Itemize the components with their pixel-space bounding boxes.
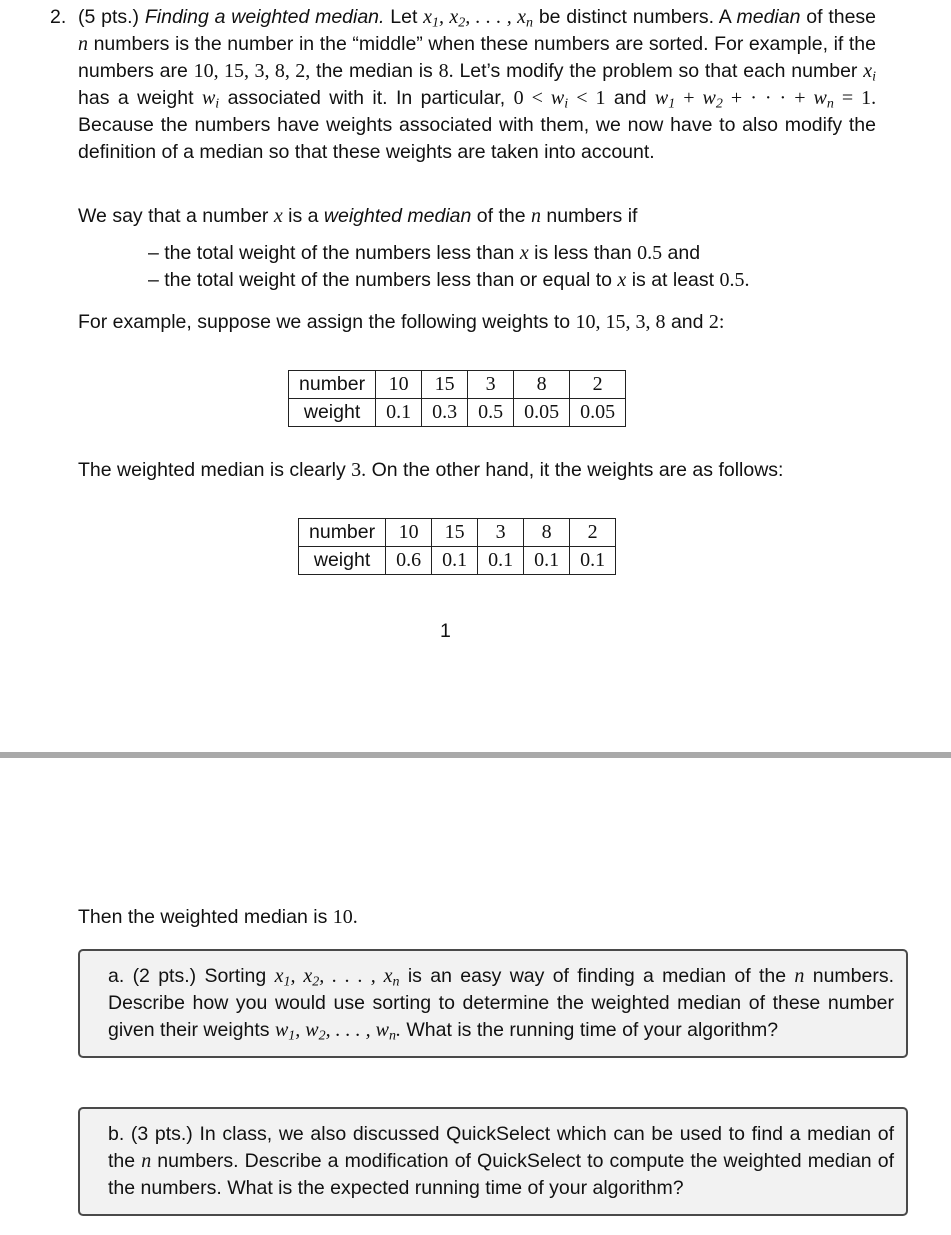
definition-conditions (148, 240, 888, 294)
table-cell: 0.1 (432, 547, 478, 575)
table-cell: 10 (386, 519, 432, 547)
table-cell: 2 (570, 371, 626, 399)
table-cell: 0.1 (376, 399, 422, 427)
table-cell: 0.5 (468, 399, 514, 427)
problem-title: Finding a weighted median. (144, 6, 385, 28)
table-cell: 0.6 (386, 547, 432, 575)
row-label: number (299, 519, 386, 547)
weights-table-1 (288, 370, 626, 427)
table-cell: 15 (422, 371, 468, 399)
table-cell: 3 (478, 519, 524, 547)
problem-statement (50, 4, 876, 166)
page-divider (0, 752, 951, 758)
table-row (299, 547, 616, 575)
table-cell: 2 (570, 519, 616, 547)
weighted-median-term: weighted median (323, 205, 472, 227)
weighted-median-result-2: Then the weighted median is 10. (78, 906, 358, 928)
part-a-label: a. (2 pts.) (108, 965, 197, 987)
table-cell: 8 (524, 519, 570, 547)
weighted-median-result-1: The weighted median is clearly 3. On the other hand, it the weights are as follows: (78, 459, 784, 481)
question-part-b: b. (3 pts.) In class, we also discussed QuickSelect which can be used to find a median of the n numbers. Describe a modification of QuickSelect to compute the weighted median of the numbers. What is the expected running time of your algorithm? (78, 1107, 908, 1216)
weights-table-2 (298, 518, 616, 575)
table-cell: 8 (514, 371, 570, 399)
row-label: weight (289, 399, 376, 427)
table-cell: 3 (468, 371, 514, 399)
table-cell: 10 (376, 371, 422, 399)
table-cell: 0.3 (422, 399, 468, 427)
row-label: number (289, 371, 376, 399)
table-row (289, 371, 626, 399)
problem-number: 2. (50, 6, 67, 28)
question-part-a: a. (2 pts.) Sorting $x_1$, $x_2$, . . . , $x_n$ is an easy way of finding a median of the n numbers. Describe how you would use sorting to determine the weighted median of these number given their weights $w_1$, $w_2$, . . . , $w_n$. What is the running time of your algorithm? (78, 949, 908, 1058)
condition-1: – the total weight of the numbers less than x is less than 0.5 and (148, 242, 701, 264)
table-cell: 0.1 (524, 547, 570, 575)
example-intro: For example, suppose we assign the following weights to 10, 15, 3, 8 and 2: (78, 311, 725, 333)
definition: We say that a number x is a weighted median of the n numbers if (78, 205, 638, 227)
table-cell: 15 (432, 519, 478, 547)
row-label: weight (299, 547, 386, 575)
table-cell: 0.1 (570, 547, 616, 575)
problem-intro: (5 pts.) Finding a weighted median. Let $x_1$, $x_2$, . . . , $x_n$ be distinct numbers. A median of these n numbers is the number in the “middle” when these numbers are sorted. For example, if the numbers are 10, 15, 3, 8, 2, the median is 8. Let’s modify the problem so that each number $x_i$ has a weight $w_i$ associated with it. In particular, $0 < w_i < 1$ and $w_1 + w_2$ + · · · + $w_n = 1$. Because the numbers have weights associated with them, we now have to also modify the definition of a median so that these weights are taken into account. (78, 6, 877, 163)
table-cell: 0.05 (514, 399, 570, 427)
page-number: 1 (440, 620, 451, 642)
problem-points: (5 pts.) (78, 6, 140, 28)
table-cell: 0.1 (478, 547, 524, 575)
table-row (289, 399, 626, 427)
table-row (299, 519, 616, 547)
condition-2: – the total weight of the numbers less than or equal to x is at least 0.5. (148, 269, 750, 291)
table-cell: 0.05 (570, 399, 626, 427)
part-b-label: b. (3 pts.) (108, 1123, 193, 1145)
